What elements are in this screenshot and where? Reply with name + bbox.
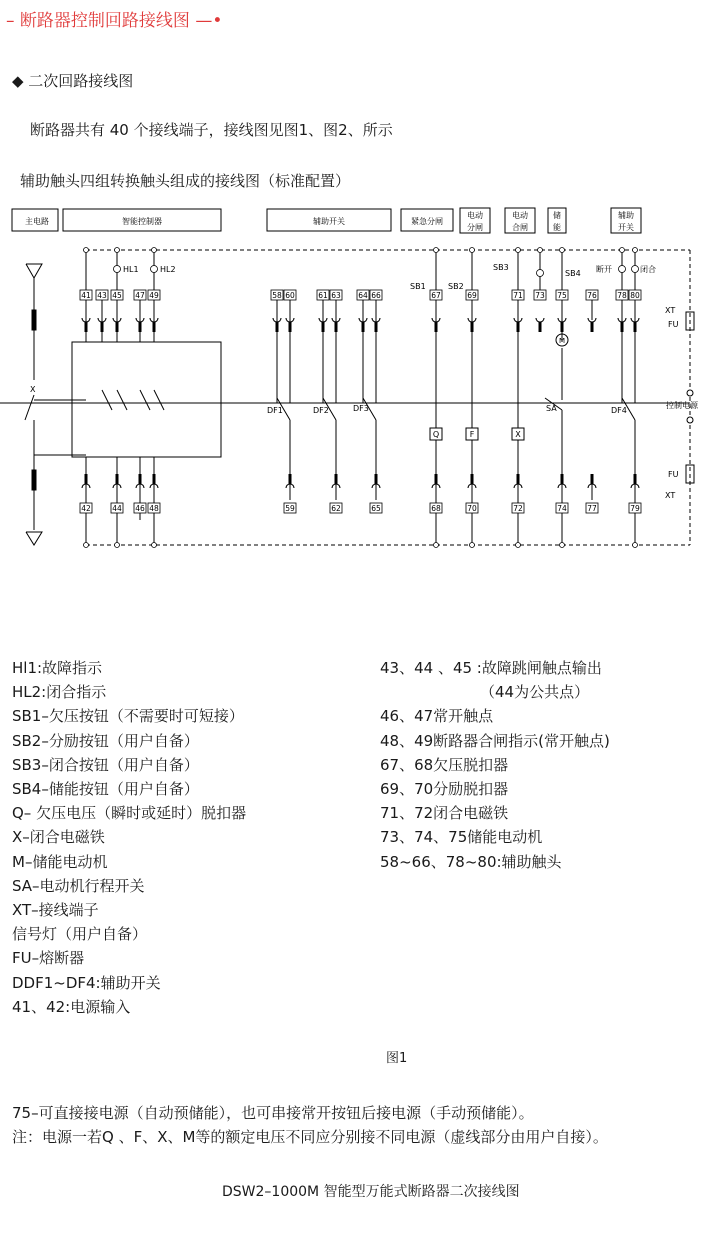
legend-item: 信号灯（用户自备） (12, 925, 148, 944)
terminal-label: 71 (513, 291, 523, 300)
legend-item: Hl1:故障指示 (12, 659, 103, 677)
plug-pin (153, 474, 156, 484)
intro-text: 断路器共有 40 个接线端子，接线图见图1、图2、所示 (30, 121, 393, 139)
header-label-close-2: 合闸 (512, 223, 528, 232)
terminal-label: 47 (135, 291, 145, 300)
plug-pin (85, 322, 88, 332)
terminal-label: 74 (557, 504, 567, 513)
switch-label-on: 闭合 (640, 265, 656, 274)
terminal-label: 58 (272, 291, 282, 300)
plug-pin (276, 322, 279, 332)
page-title (6, 6, 222, 31)
plug-pin (375, 322, 378, 332)
legend-item: 48、49断路器合闸指示(常开触点) (380, 731, 610, 750)
terminal-label: 49 (149, 291, 159, 300)
header-label-shunt-1: 电动 (467, 211, 483, 220)
note-line-1: 75–可直接接电源（自动预储能），也可串接常开按钮后接电源（手动预储能）。 (12, 1104, 534, 1122)
header-label-shunt-2: 分闸 (467, 223, 483, 232)
legend-item: 41、42:电源输入 (12, 997, 131, 1016)
header-label-aux: 辅助开关 (313, 217, 345, 226)
plug-pin (561, 474, 564, 484)
aux-label-sa: SA (546, 404, 557, 413)
legend-item: SA–电动机行程开关 (12, 876, 145, 895)
terminal-label: 78 (617, 291, 627, 300)
legend-item: FU–熔断器 (12, 949, 85, 968)
header-label-main: 主电路 (25, 217, 49, 226)
coil-label-f: F (469, 430, 475, 439)
header-label-aux2-2: 开关 (618, 223, 634, 232)
terminal-label: 75 (557, 291, 567, 300)
header-label-store-2: 能 (553, 223, 561, 232)
plug-pin (435, 474, 438, 484)
figure-caption: 图1 (386, 1051, 408, 1066)
side-label-fu-bottom: FU (668, 470, 679, 479)
legend-item: M–储能电动机 (12, 852, 108, 871)
aux-label-df3: DF3 (353, 404, 369, 413)
aux-label-df4: DF4 (611, 406, 627, 415)
terminal-label: 63 (331, 291, 341, 300)
switch-label-off: 断开 (596, 265, 612, 274)
terminal-label: 60 (285, 291, 295, 300)
plug-pin (634, 474, 637, 484)
plug-pin (591, 474, 594, 484)
plug-pin (539, 322, 542, 332)
lamp-label-hl2: HL2 (160, 265, 176, 274)
terminal-label: 45 (112, 291, 122, 300)
legend-item: DDF1~DF4:辅助开关 (12, 973, 161, 992)
terminal-label: 80 (630, 291, 640, 300)
header-label-emergency: 紧急分闸 (411, 217, 443, 226)
bottom-title: DSW2–1000M 智能型万能式断路器二次接线图 (222, 1184, 520, 1200)
legend-item: 73、74、75储能电动机 (380, 828, 543, 847)
title-prefix: – (6, 11, 15, 31)
legend-item: SB4–储能按钮（用户自备） (12, 780, 199, 799)
side-label-power: 控制电源 (666, 401, 698, 410)
plug-pin (322, 322, 325, 332)
switch-label-sb1: SB1 (410, 282, 426, 291)
header-label-aux2-1: 辅助 (618, 211, 634, 220)
legend-item: 71、72闭合电磁铁 (380, 804, 509, 823)
legend-item: SB2–分励按钮（用户自备） (12, 731, 199, 750)
side-label-xt-top: XT (665, 306, 676, 315)
terminal-label: 41 (81, 291, 91, 300)
side-label-xt-bottom: XT (665, 491, 676, 500)
breaker-mark: X (30, 385, 36, 394)
legend-item: SB1–欠压按钮（不需要时可短接） (12, 707, 244, 726)
side-label-fu-top: FU (668, 320, 679, 329)
plug-pin (116, 474, 119, 484)
terminal-label: 44 (112, 504, 122, 513)
plug-pin (435, 322, 438, 332)
terminal-label: 68 (431, 504, 441, 513)
terminal-label: 73 (535, 291, 545, 300)
terminal-label: 70 (467, 504, 477, 513)
terminal-label: 72 (513, 504, 523, 513)
legend-item: HL2:闭合指示 (12, 683, 107, 702)
terminal-label: 48 (149, 504, 159, 513)
legend-item: X–闭合电磁铁 (12, 828, 105, 847)
plug-symbol (536, 318, 544, 322)
terminal-label: 76 (587, 291, 597, 300)
plug-pin (101, 322, 104, 332)
terminal-label: 69 (467, 291, 477, 300)
plug-pin (517, 474, 520, 484)
legend-item: 43、44 、45 :故障跳闸触点输出 (380, 659, 602, 677)
aux-label-df1: DF1 (267, 406, 283, 415)
terminal-label: 43 (97, 291, 107, 300)
plug-pin (362, 322, 365, 332)
title-text: 断路器控制回路接线图 (19, 11, 190, 31)
legend-right (380, 656, 610, 874)
plug-pin (139, 474, 142, 484)
plug-pin (375, 474, 378, 484)
plug-pin (517, 322, 520, 332)
terminal-label: 66 (371, 291, 381, 300)
plug-pin (289, 474, 292, 484)
plug-pin (471, 322, 474, 332)
plug-pin (139, 322, 142, 332)
plug-pin (335, 322, 338, 332)
legend-item: 58~66、78~80:辅助触头 (380, 852, 562, 871)
legend-item: SB3–闭合按钮（用户自备） (12, 755, 199, 774)
plug-pin (116, 322, 119, 332)
coil-label-q: Q (432, 430, 440, 439)
switch-label-sb3: SB3 (493, 263, 509, 272)
plug-pin (471, 474, 474, 484)
title-suffix: —• (195, 11, 223, 31)
note-line-2: 注：电源一若Q 、F、X、M等的额定电压不同应分别接不同电源（虚线部分由用户自接）。 (12, 1128, 608, 1146)
motor-label: M (558, 337, 566, 345)
switch-label-sb4: SB4 (565, 269, 581, 278)
aux-label-df2: DF2 (313, 406, 329, 415)
terminal-label: 46 (135, 504, 145, 513)
legend-item: 69、70分励脱扣器 (380, 780, 509, 799)
plug-pin (85, 474, 88, 484)
plug-pin (335, 474, 338, 484)
terminal-label: 67 (431, 291, 441, 300)
header-label-store-1: 储 (553, 211, 561, 220)
lamp-label-hl1: HL1 (123, 265, 139, 274)
legend-item: 46、47常开触点 (380, 707, 494, 726)
coil-label-x: X (515, 430, 521, 439)
legend-left (12, 656, 246, 1019)
terminal-label: 62 (331, 504, 341, 513)
plug-pin (289, 322, 292, 332)
terminal-label: 42 (81, 504, 91, 513)
header-label-close-1: 电动 (512, 211, 528, 220)
section-heading: ◆ 二次回路接线图 (12, 72, 134, 90)
wiring-diagram (0, 195, 721, 555)
terminal-label: 61 (318, 291, 328, 300)
terminal-label: 64 (358, 291, 368, 300)
terminal-label: 77 (587, 504, 597, 513)
legend-item: Q– 欠压电压（瞬时或延时）脱扣器 (12, 804, 247, 823)
switch-label-sb2: SB2 (448, 282, 464, 291)
terminal-label: 59 (285, 504, 295, 513)
plug-pin (621, 322, 624, 332)
plug-pin (153, 322, 156, 332)
plug-pin (634, 322, 637, 332)
terminal-label: 79 (630, 504, 640, 513)
plug-pin (591, 322, 594, 332)
legend-item: （44为公共点） (480, 683, 590, 702)
figure-subtitle: 辅助触头四组转换触头组成的接线图（标准配置） (20, 172, 351, 190)
terminal-label: 65 (371, 504, 381, 513)
plug-pin (561, 322, 564, 332)
header-label-controller: 智能控制器 (122, 217, 162, 226)
legend-item: XT–接线端子 (12, 901, 99, 920)
legend-item: 67、68欠压脱扣器 (380, 755, 509, 774)
